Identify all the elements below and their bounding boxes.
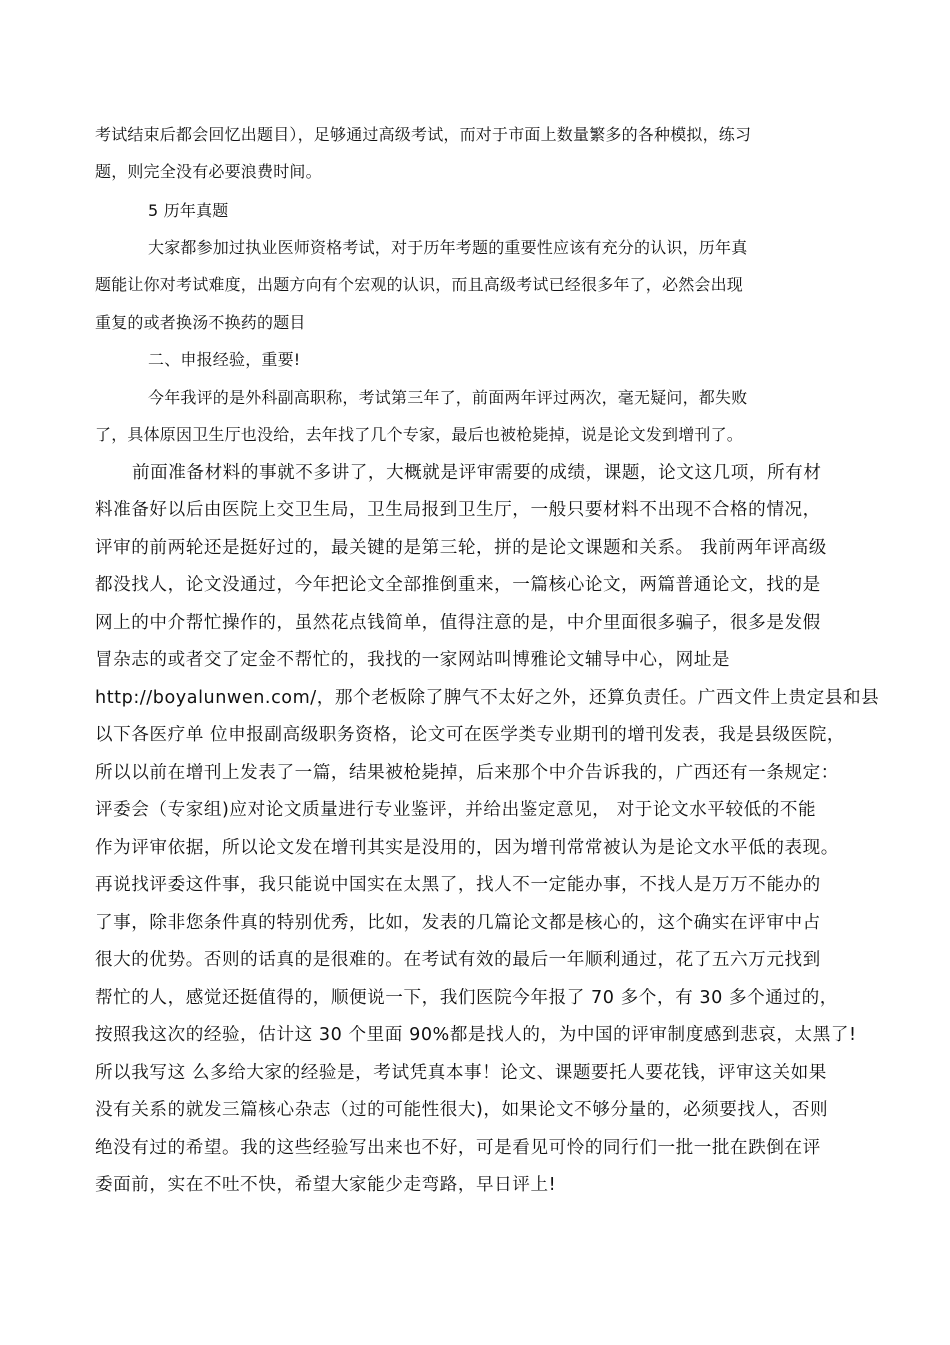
text-line: 今年我评的是外科副高职称，考试第三年了，前面两年评过两次，毫无疑问，都失败 [148, 388, 748, 407]
text-line: 没有关系的就发三篇核心杂志（过的可能性很大)，如果论文不够分量的，必须要找人，否则 [95, 1100, 829, 1120]
text-line: 料准备好以后由医院上交卫生局，卫生局报到卫生厅，一般只要材料不出现不合格的情况， [95, 500, 821, 520]
text-line: 了，具体原因卫生厅也没给，去年找了几个专家，最后也被枪毙掉，说是论文发到增刊了。 [95, 425, 744, 444]
text-line: 绝没有过的希望。我的这些经验写出来也不好，可是看见可怜的同行们一批一批在跌倒在评 [95, 1138, 821, 1158]
text-line: 都没找人，论文没通过，今年把论文全部推倒重来，一篇核心论文，两篇普通论文，找的是 [95, 575, 821, 595]
text-line: 以下各医疗单 位申报副高级职务资格，论文可在医学类专业期刊的增刊发表，我是县级医院， [95, 725, 846, 745]
text-line: 再说找评委这件事，我只能说中国实在太黑了，找人不一定能办事，不找人是万万不能办的 [95, 875, 821, 895]
text-line: 前面准备材料的事就不多讲了，大概就是评审需要的成绩，课题，论文这几项，所有材 [132, 463, 822, 483]
text-line: 帮忙的人，感觉还挺值得的，顺便说一下，我们医院今年报了 70 多个，有 30 多个通过的， [95, 988, 838, 1008]
text-line: 所以我写这 么多给大家的经验是，考试凭真本事！论文、课题要托人要花钱，评审这关如果 [95, 1063, 827, 1083]
text-line: http://boyalunwen.com/，那个老板除了脾气不太好之外，还算负责任。广西文件上贵定县和县 [95, 688, 880, 708]
text-line: 题能让你对考试难度，出题方向有个宏观的认识，而且高级考试已经很多年了，必然会出现 [95, 275, 744, 294]
section-heading: 5 历年真题 [148, 201, 229, 220]
text-line: 题，则完全没有必要浪费时间。 [95, 162, 322, 181]
text-line: 重复的或者换汤不换药的题目 [95, 313, 306, 332]
text-line: 网上的中介帮忙操作的，虽然花点钱简单，值得注意的是，中介里面很多骗子，很多是发假 [95, 613, 821, 633]
text-line: 冒杂志的或者交了定金不帮忙的，我找的一家网站叫博雅论文辅导中心，网址是 [95, 650, 731, 670]
text-line: 评委会（专家组)应对论文质量进行专业鉴评，并给出鉴定意见， 对于论文水平较低的不能 [95, 800, 817, 820]
text-line: 很大的优势。否则的话真的是很难的。在考试有效的最后一年顺利通过，花了五六万元找到 [95, 950, 821, 970]
text-line: 评审的前两轮还是挺好过的，最关键的是第三轮，拼的是论文课题和关系。 我前两年评高级 [95, 538, 827, 558]
text-line: 考试结束后都会回忆出题目），足够通过高级考试，而对于市面上数量繁多的各种模拟，练习 [95, 125, 752, 144]
text-line: 委面前，实在不吐不快，希望大家能少走弯路，早日评上! [95, 1175, 557, 1195]
text-line: 大家都参加过执业医师资格考试，对于历年考题的重要性应该有充分的认识，历年真 [148, 238, 748, 257]
text-line: 作为评审依据，所以论文发在增刊其实是没用的，因为增刊常常被认为是论文水平低的表现。 [95, 838, 839, 858]
section-heading: 二、申报经验，重要! [148, 350, 301, 369]
text-line: 了事，除非您条件真的特别优秀，比如，发表的几篇论文都是核心的，这个确实在评审中占 [95, 913, 821, 933]
text-line: 按照我这次的经验，估计这 30 个里面 90%都是找人的，为中国的评审制度感到悲哀，太黑了! [95, 1025, 857, 1045]
text-line: 所以以前在增刊上发表了一篇，结果被枪毙掉，后来那个中介告诉我的，广西还有一条规定： [95, 763, 839, 783]
